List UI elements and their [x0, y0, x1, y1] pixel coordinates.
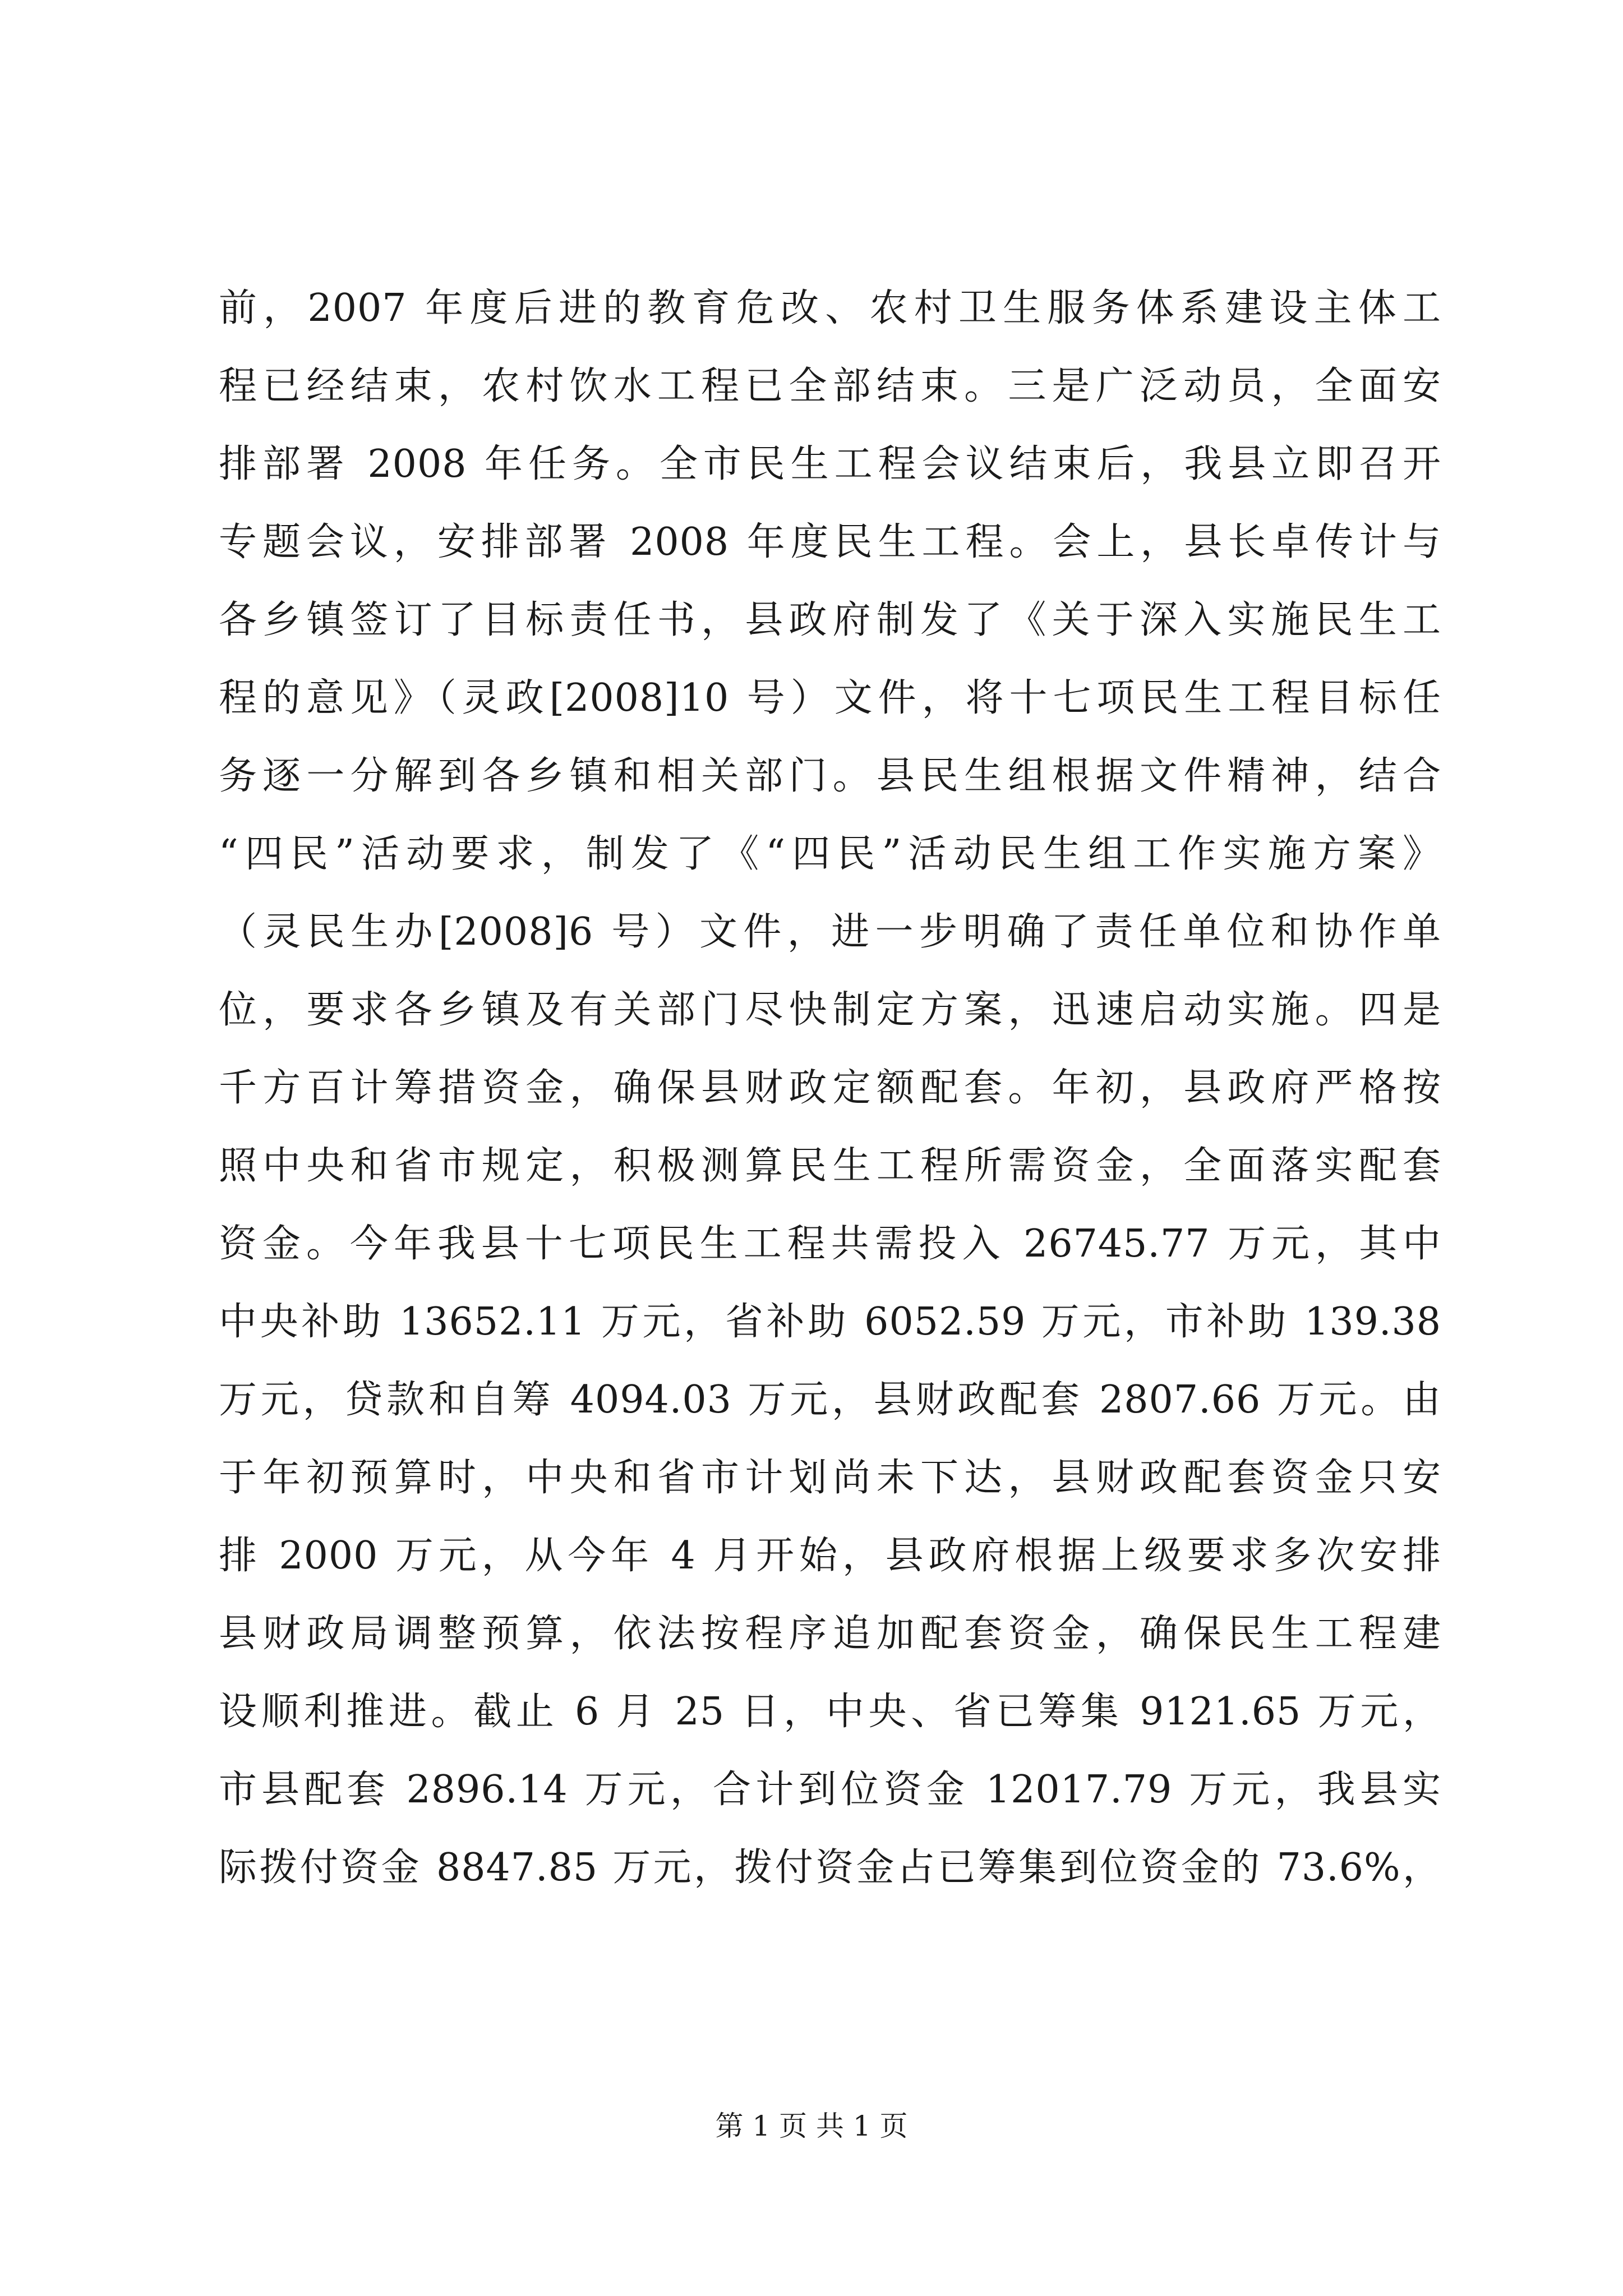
text-line: 千方百计筹措资金，确保县财政定额配套。年初，县政府严格按	[219, 1066, 1441, 1110]
text-line: 于年初预算时，中央和省市计划尚未下达，县财政配套资金只安	[219, 1456, 1441, 1500]
text-line: 市县配套 2896.14 万元，合计到位资金 12017.79 万元，我县实	[219, 1768, 1441, 1812]
text-line: 排部署 2008 年任务。全市民生工程会议结束后，我县立即召开	[219, 442, 1441, 486]
text-line: 际拨付资金 8847.85 万元，拨付资金占已筹集到位资金的 73.6%，	[219, 1846, 1441, 1890]
text-line: 位，要求各乡镇及有关部门尽快制定方案，迅速启动实施。四是	[219, 988, 1441, 1032]
body-text	[219, 269, 1441, 1907]
text-line: 设顺利推进。截止 6 月 25 日，中央、省已筹集 9121.65 万元，	[219, 1690, 1441, 1734]
text-line: 程的意见》（灵政[2008]10 号）文件，将十七项民生工程目标任	[219, 676, 1441, 720]
text-line: 照中央和省市规定，积极测算民生工程所需资金，全面落实配套	[219, 1144, 1441, 1188]
text-line: 专题会议，安排部署 2008 年度民生工程。会上，县长卓传计与	[219, 520, 1441, 564]
text-line: 中央补助 13652.11 万元，省补助 6052.59 万元，市补助 139.38	[219, 1300, 1441, 1344]
text-line: 各乡镇签订了目标责任书，县政府制发了《关于深入实施民生工	[219, 598, 1441, 642]
text-line: 务逐一分解到各乡镇和相关部门。县民生组根据文件精神，结合	[219, 754, 1441, 798]
text-line: （灵民生办[2008]6 号）文件，进一步明确了责任单位和协作单	[219, 910, 1441, 954]
text-line: 排 2000 万元，从今年 4 月开始，县政府根据上级要求多次安排	[219, 1534, 1441, 1578]
text-line: 万元，贷款和自筹 4094.03 万元，县财政配套 2807.66 万元。由	[219, 1378, 1441, 1422]
text-line: 前，2007 年度后进的教育危改、农村卫生服务体系建设主体工	[219, 286, 1441, 330]
text-line: 资金。今年我县十七项民生工程共需投入 26745.77 万元，其中	[219, 1222, 1441, 1266]
text-line: 程已经结束，农村饮水工程已全部结束。三是广泛动员，全面安	[219, 364, 1441, 408]
text-line: 县财政局调整预算，依法按程序追加配套资金，确保民生工程建	[219, 1612, 1441, 1656]
text-line: “四民”活动要求，制发了《“四民”活动民生组工作实施方案》	[219, 832, 1441, 876]
page-footer: 第 1 页 共 1 页	[715, 2110, 908, 2142]
